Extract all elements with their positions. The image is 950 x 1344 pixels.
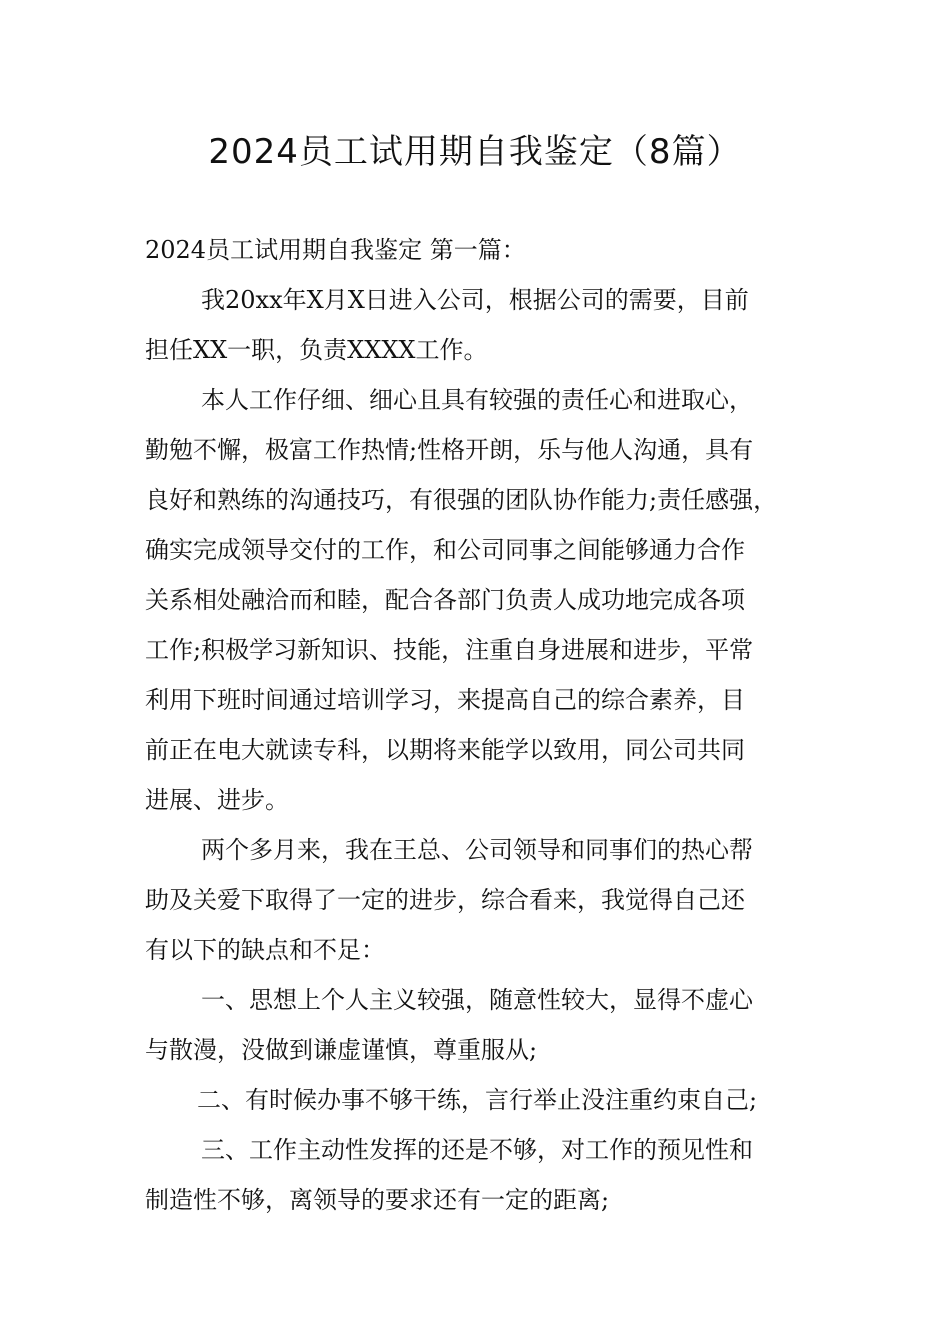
text-line: 工作;积极学习新知识、技能，注重自身进展和进步，平常 xyxy=(145,636,754,664)
text-line: 我20xx年X月X日进入公司，根据公司的需要，目前 xyxy=(201,286,749,314)
paragraph-progress xyxy=(145,825,810,975)
list-item-1 xyxy=(145,975,810,1075)
text-line: 两个多月来，我在王总、公司领导和同事们的热心帮 xyxy=(201,836,753,864)
text-line: 关系相处融洽而和睦，配合各部门负责人成功地完成各项 xyxy=(145,586,745,614)
list-item-3 xyxy=(145,1125,810,1225)
text-line: 二、有时候办事不够干练，言行举止没注重约束自己; xyxy=(197,1086,758,1114)
text-line: 前正在电大就读专科，以期将来能学以致用，同公司共同 xyxy=(145,736,745,764)
text-line: 进展、进步。 xyxy=(145,786,289,814)
text-line: 一、思想上个人主义较强，随意性较大，显得不虚心 xyxy=(201,986,753,1014)
list-item-2 xyxy=(145,1075,810,1125)
text-line: 制造性不够，离领导的要求还有一定的距离; xyxy=(145,1186,610,1214)
text-line: 担任XX一职，负责XXXX工作。 xyxy=(145,336,488,364)
text-line: 2024员工试用期自我鉴定 第一篇： xyxy=(145,236,526,264)
document-body xyxy=(145,225,810,1225)
text-line: 与散漫，没做到谦虚谨慎，尊重服从; xyxy=(145,1036,538,1064)
section-heading xyxy=(145,225,810,275)
text-line: 助及关爱下取得了一定的进步，综合看来，我觉得自己还 xyxy=(145,886,745,914)
document-title: 2024员工试用期自我鉴定（8篇） xyxy=(208,132,742,172)
paragraph-intro xyxy=(145,275,810,375)
paragraph-self-description xyxy=(145,375,810,825)
text-line: 有以下的缺点和不足： xyxy=(145,936,385,964)
text-line: 勤勉不懈，极富工作热情;性格开朗，乐与他人沟通，具有 xyxy=(145,436,754,464)
text-line: 本人工作仔细、细心且具有较强的责任心和进取心， xyxy=(201,386,753,414)
text-line: 确实完成领导交付的工作，和公司同事之间能够通力合作 xyxy=(145,536,745,564)
text-line: 利用下班时间通过培训学习，来提高自己的综合素养，目 xyxy=(145,686,745,714)
text-line: 良好和熟练的沟通技巧，有很强的团队协作能力;责任感强， xyxy=(145,486,778,514)
text-line: 三、工作主动性发挥的还是不够，对工作的预见性和 xyxy=(201,1136,753,1164)
